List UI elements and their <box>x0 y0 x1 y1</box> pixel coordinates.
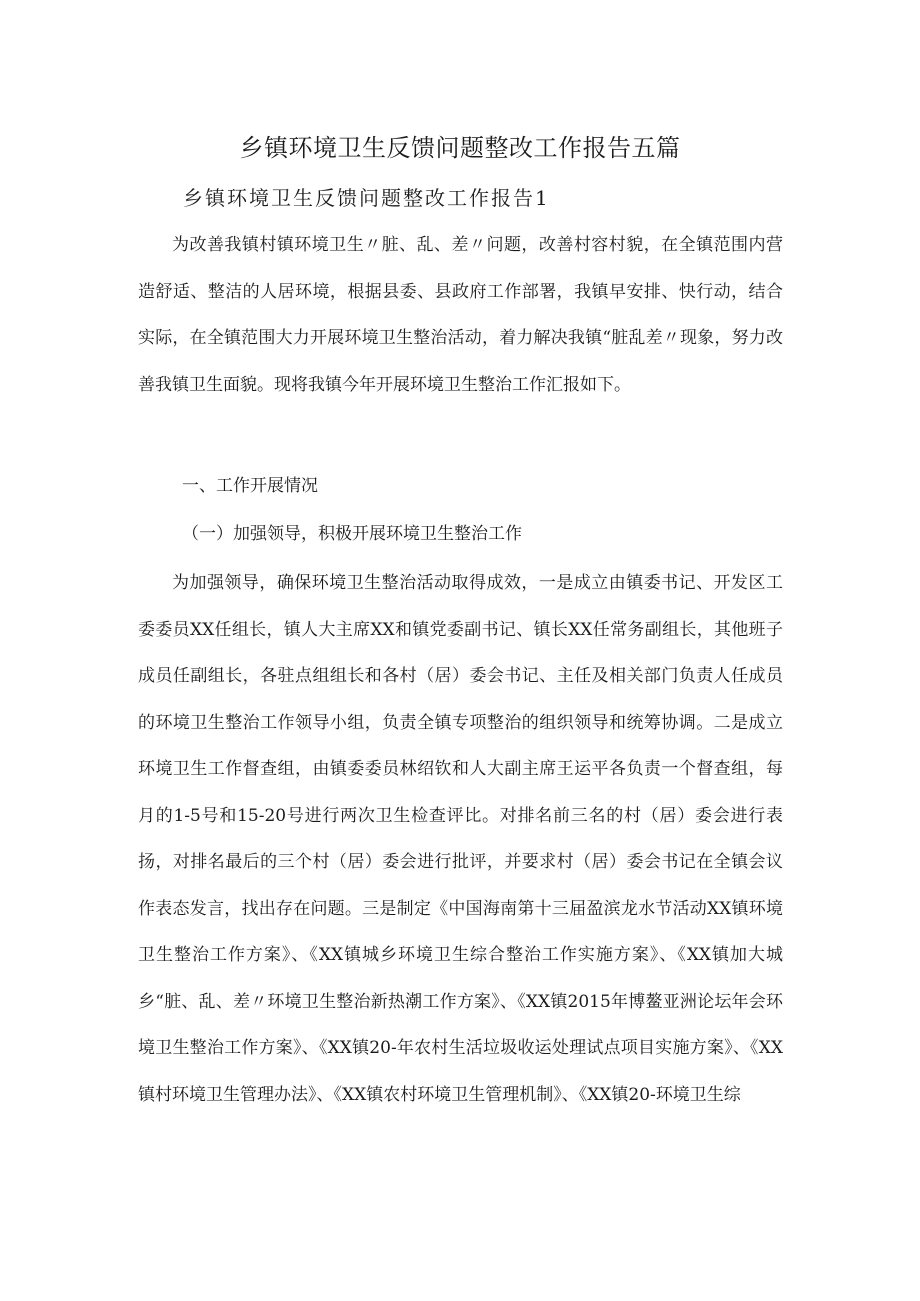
heading-work-progress: 一、工作开展情况 <box>182 476 318 496</box>
document-title: 乡镇环境卫生反馈问题整改工作报告五篇 <box>239 134 681 162</box>
subheading-leadership: （一）加强领导，积极开展环境卫生整治工作 <box>182 524 522 544</box>
section-title: 乡镇环境卫生反馈问题整改工作报告1 <box>183 186 550 210</box>
leadership-paragraph: 为加强领导，确保环境卫生整治活动取得成效，一是成立由镇委书记、开发区工委委员XX任组长，镇人大主席XX和镇党委副书记、镇长XX任常务副组长，其他班子成员任副组长，各驻点组组长和各村（居）委会书记、主任及相关部门负责人任成员的环境卫生整治工作领导小组，负责全镇专项整治的组织领导和统筹协调。二是成立环境卫生工作督查组，由镇委委员林绍钦和人大副主席王运平各负责一个督查组，每月的1-5号和15-20号进行两次卫生检查评比。对排名前三名的村（居）委会进行表扬，对排名最后的三个村（居）委会进行批评，并要求村（居）委会书记在全镇会议作表态发言，找出存在问题。三是制定《中国海南第十三届盈滨龙水节活动XX镇环境卫生整治工作方案》、《XX镇城乡环境卫生综合整治工作实施方案》、《XX镇加大城乡“脏、乱、差〃环境卫生整治新热潮工作方案》、《XX镇2015年博鳌亚洲论坛年会环境卫生整治工作方案》、《XX镇20-年农村生活垃圾收运处理试点项目实施方案》、《XX镇村环境卫生管理办法》、《XX镇农村环境卫生管理机制》、《XX镇20-环境卫生综 <box>138 573 783 1105</box>
intro-paragraph: 为改善我镇村镇环境卫生〃脏、乱、差〃问题，改善村容村貌，在全镇范围内营造舒适、整洁的人居环境，根据县委、县政府工作部署，我镇早安排、快行动，结合实际，在全镇范围大力开展环境卫生整治活动，着力解决我镇“脏乱差〃现象，努力改善我镇卫生面貌。现将我镇今年开展环境卫生整治工作汇报如下。 <box>138 235 783 395</box>
